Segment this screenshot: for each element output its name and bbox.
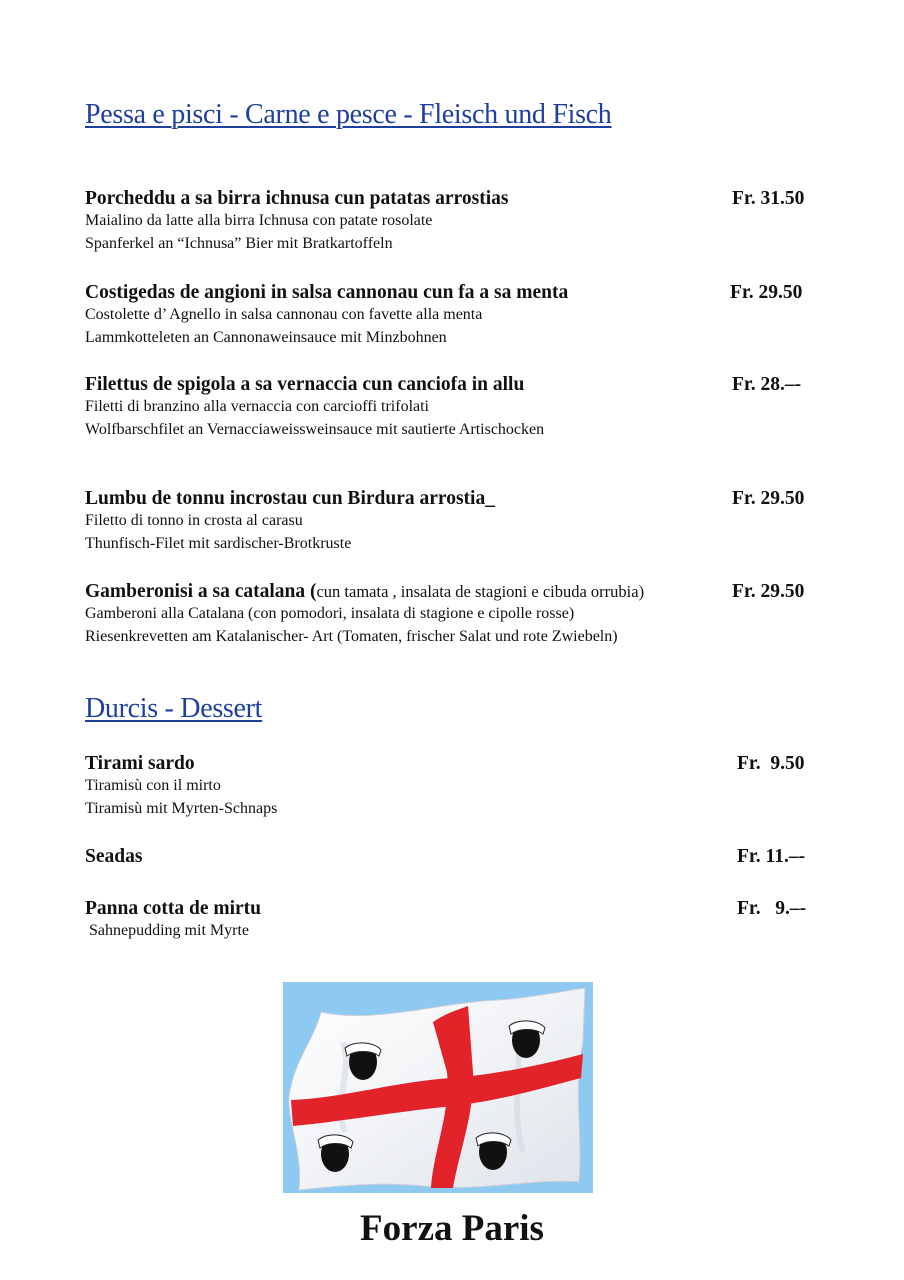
item-name: Lumbu de tonnu incrostau cun Birdura arrostia_ [85, 488, 495, 509]
section-title-dessert: Durcis - Dessert [85, 693, 263, 724]
item-price: Fr. 11.–- [737, 846, 806, 867]
menu-item [85, 580, 815, 648]
item-desc-de: Wolfbarschfilet an Vernacciaweissweinsauce mit sautierte Artischocken [85, 420, 545, 438]
menu-item [85, 187, 815, 255]
item-price: Fr. 29.50 [732, 581, 805, 602]
item-desc-de: Thunfisch-Filet mit sardischer-Brotkruste [85, 534, 352, 552]
item-name: Tirami sardo [85, 753, 195, 774]
item-price: Fr. 31.50 [732, 188, 805, 209]
flag-icon [283, 982, 593, 1193]
item-price: Fr. 28.–- [732, 374, 802, 395]
item-desc-de: Lammkotteleten an Cannonaweinsauce mit Minzbohnen [85, 328, 447, 346]
item-desc-it: Tiramisù con il mirto [85, 777, 221, 794]
item-name: Porcheddu a sa birra ichnusa cun patatas arrostias [85, 188, 509, 209]
item-name: Costigedas de angioni in salsa cannonau cun fa a sa menta [85, 282, 569, 303]
footer-title: Forza Paris [360, 1208, 544, 1249]
item-desc-it: Gamberoni alla Catalana (con pomodori, insalata di stagione e cipolle rosse) [85, 605, 575, 622]
item-name: Filettus de spigola a sa vernaccia cun canciofa in allu [85, 374, 525, 395]
item-desc-de: Riesenkrevetten am Katalanischer- Art (Tomaten, frischer Salat und rote Zwiebeln) [85, 627, 618, 645]
item-name: Seadas [85, 846, 143, 867]
item-name: Panna cotta de mirtu [85, 898, 262, 919]
menu-item [85, 487, 815, 555]
item-price: Fr. 9.50 [737, 753, 805, 774]
section-title-mains: Pessa e pisci - Carne e pesce - Fleisch und Fisch [85, 99, 612, 130]
item-desc-de: Tiramisù mit Myrten-Schnaps [85, 799, 278, 817]
item-desc-it: Costolette d’ Agnello in salsa cannonau con favette alla menta [85, 306, 483, 323]
menu-item [85, 373, 815, 441]
item-price: Fr. 29.50 [732, 488, 805, 509]
item-name-extra: cun tamata , insalata de stagioni e cibuda orrubia) [316, 582, 645, 601]
item-desc-it: Maialino da latte alla birra Ichnusa con patate rosolate [85, 212, 433, 229]
item-desc-de: Sahnepudding mit Myrte [85, 922, 249, 939]
item-price: Fr. 9.–- [737, 898, 807, 919]
menu-item [85, 281, 815, 349]
item-name [85, 580, 815, 603]
item-name-main: Gamberonisi a sa catalana ( [85, 581, 317, 602]
item-desc-it: Filetti di branzino alla vernaccia con carcioffi trifolati [85, 398, 429, 415]
item-price: Fr. 29.50 [730, 282, 803, 303]
menu-item [85, 897, 815, 943]
item-desc-it: Filetto di tonno in crosta al carasu [85, 512, 303, 529]
sardinian-flag-image [283, 982, 593, 1193]
menu-item [85, 845, 815, 868]
menu-item [85, 752, 815, 820]
item-desc-de: Spanferkel an “Ichnusa” Bier mit Bratkartoffeln [85, 234, 393, 252]
